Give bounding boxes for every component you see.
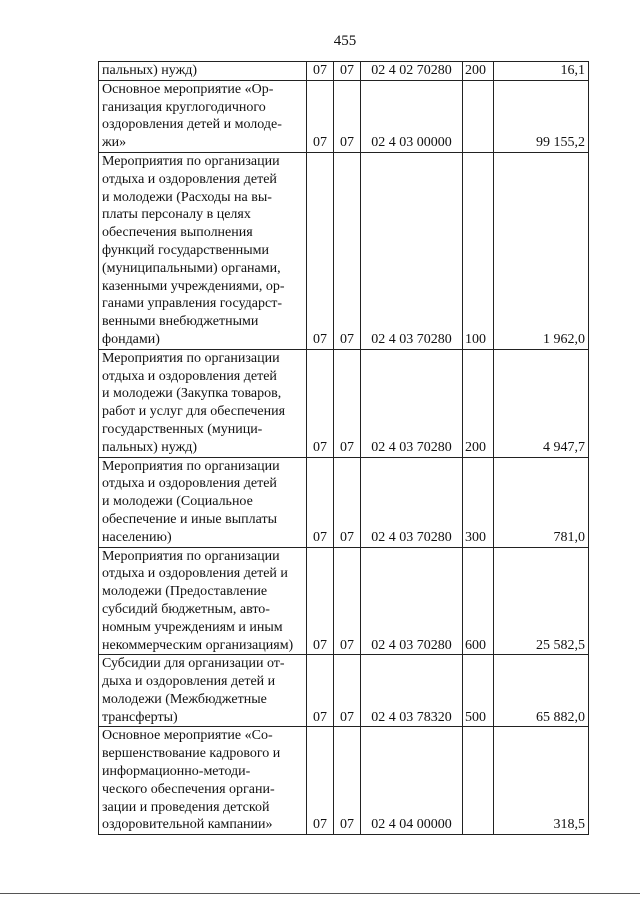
amount: 16,1 (494, 62, 589, 81)
subsection-code: 07 (334, 80, 361, 152)
target-article-code: 02 4 03 70280 (361, 152, 463, 349)
section-code: 07 (307, 457, 334, 547)
table-row (99, 457, 589, 547)
section-code: 07 (307, 547, 334, 655)
page-bottom-divider (0, 893, 640, 894)
target-article-code: 02 4 04 00000 (361, 727, 463, 835)
target-article-code: 02 4 03 70280 (361, 457, 463, 547)
subsection-code: 07 (334, 547, 361, 655)
section-code: 07 (307, 62, 334, 81)
budget-table (98, 61, 589, 835)
expense-type-code: 600 (463, 547, 494, 655)
target-article-code: 02 4 03 70280 (361, 547, 463, 655)
section-code: 07 (307, 349, 334, 457)
subsection-code: 07 (334, 152, 361, 349)
row-description: Мероприятия по организации отдыха и оздоровления детей и молодежи (Расходы на вы- платы персоналу в целях обеспечения выполнения функций государственными (муниципальными) органами, казенными учреждениями, ор- ганами управления государст- венными внебюджетными фондами) (99, 152, 307, 349)
subsection-code: 07 (334, 457, 361, 547)
target-article-code: 02 4 03 00000 (361, 80, 463, 152)
target-article-code: 02 4 02 70280 (361, 62, 463, 81)
target-article-code: 02 4 03 78320 (361, 655, 463, 727)
table-row (99, 349, 589, 457)
expense-type-code (463, 80, 494, 152)
page-number: 455 (333, 33, 357, 49)
row-description: Мероприятия по организации отдыха и оздоровления детей и молодежи (Предоставление субсидий бюджетным, авто- номным учреждениям и иным некоммерческим организациям) (99, 547, 307, 655)
table-row (99, 655, 589, 727)
subsection-code: 07 (334, 349, 361, 457)
amount: 4 947,7 (494, 349, 589, 457)
section-code: 07 (307, 727, 334, 835)
amount: 99 155,2 (494, 80, 589, 152)
table-row (99, 547, 589, 655)
target-article-code: 02 4 03 70280 (361, 349, 463, 457)
subsection-code: 07 (334, 62, 361, 81)
amount: 25 582,5 (494, 547, 589, 655)
table-row (99, 80, 589, 152)
row-description: пальных) нужд) (99, 62, 307, 81)
expense-type-code: 500 (463, 655, 494, 727)
table-row (99, 62, 589, 81)
row-description: Субсидии для организации от- дыха и оздоровления детей и молодежи (Межбюджетные трансферты) (99, 655, 307, 727)
expense-type-code: 300 (463, 457, 494, 547)
row-description: Мероприятия по организации отдыха и оздоровления детей и молодежи (Закупка товаров, работ и услуг для обеспечения государственных (муници- пальных) нужд) (99, 349, 307, 457)
row-description: Мероприятия по организации отдыха и оздоровления детей и молодежи (Социальное обеспечение и иные выплаты населению) (99, 457, 307, 547)
row-description: Основное мероприятие «Со- вершенствование кадрового и информационно-методи- ческого обеспечения органи- зации и проведения детской оздоровительной кампании» (99, 727, 307, 835)
expense-type-code: 200 (463, 349, 494, 457)
table-row (99, 727, 589, 835)
subsection-code: 07 (334, 727, 361, 835)
amount: 1 962,0 (494, 152, 589, 349)
section-code: 07 (307, 152, 334, 349)
table-row (99, 152, 589, 349)
expense-type-code: 100 (463, 152, 494, 349)
amount: 318,5 (494, 727, 589, 835)
section-code: 07 (307, 80, 334, 152)
row-description: Основное мероприятие «Ор- ганизация круглогодичного оздоровления детей и молоде- жи» (99, 80, 307, 152)
section-code: 07 (307, 655, 334, 727)
expense-type-code (463, 727, 494, 835)
amount: 781,0 (494, 457, 589, 547)
amount: 65 882,0 (494, 655, 589, 727)
subsection-code: 07 (334, 655, 361, 727)
expense-type-code: 200 (463, 62, 494, 81)
